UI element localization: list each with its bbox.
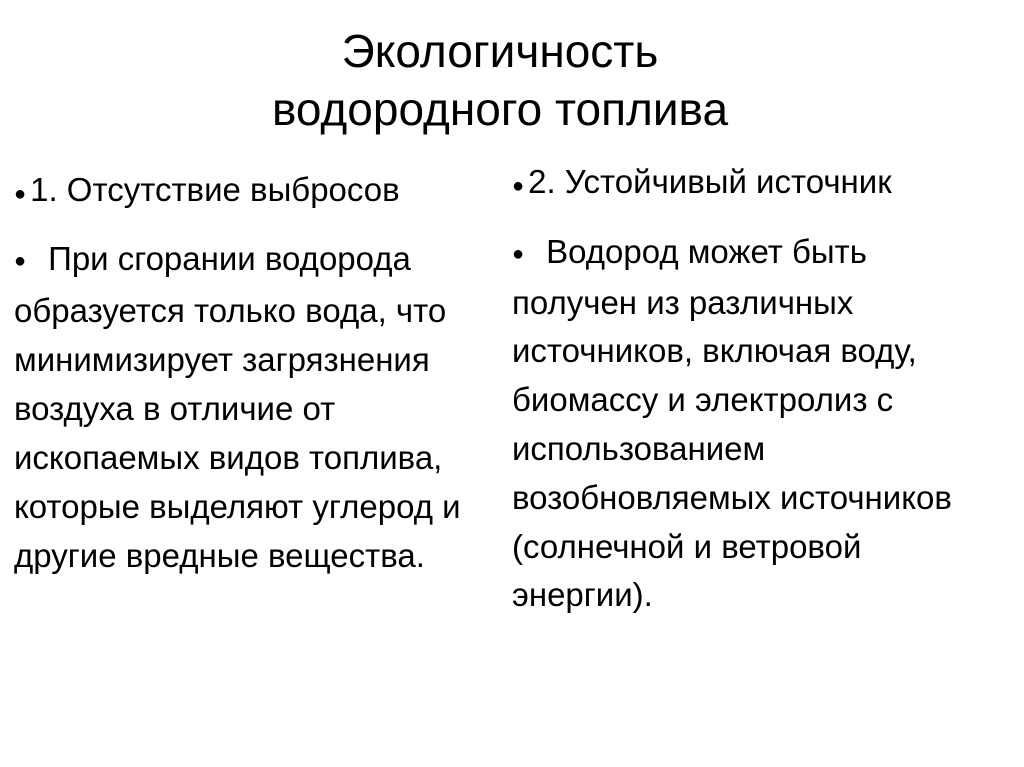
title-line-2: водородного топлива: [271, 83, 729, 135]
bullet-icon: ●: [512, 242, 525, 265]
left-heading: [14, 168, 484, 212]
title-line-1: Экологичность: [341, 25, 659, 77]
left-body: [14, 234, 484, 580]
slide-title: [0, 22, 1000, 138]
right-body: [512, 228, 982, 620]
right-heading: [512, 160, 982, 204]
left-body-text: При сгорании водорода образуется только вода, что минимизирует загрязнения воздуха в отличие от ископаемых видов топлива, которые выделяют углерод и другие вредные вещества.: [14, 240, 461, 574]
right-column: [512, 160, 982, 620]
bullet-icon: ●: [14, 183, 27, 205]
left-heading-text: 1. Отсутствие выбросов: [30, 171, 400, 208]
left-column: [14, 168, 484, 580]
bullet-icon: ●: [512, 175, 525, 197]
right-heading-text: 2. Устойчивый источник: [528, 163, 892, 200]
bullet-icon: ●: [14, 249, 27, 272]
right-body-text: Водород может быть получен из различных источников, включая воду, биомассу и электролиз с использованием возобновляемых источников (солнечной и ветровой энергии).: [512, 233, 952, 614]
